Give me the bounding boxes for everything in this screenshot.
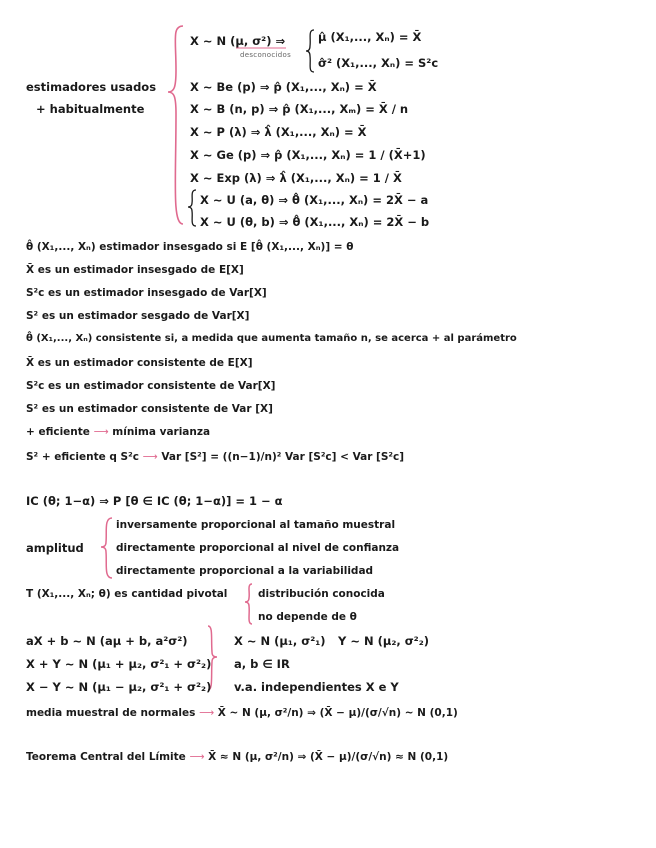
- pivotal-definition: T (X₁,..., Xₙ; θ) es cantidad pivotal: [26, 588, 228, 600]
- consistente-definition: θ̂ (X₁,..., Xₙ) consistente si, a medida que aumenta tamaño n, se acerca + al parámetro: [26, 333, 517, 344]
- estimators-brace: [168, 26, 183, 224]
- eficiente-arrow: ⟶: [93, 426, 109, 438]
- tcl-row: [26, 750, 448, 764]
- normal-sum: X + Y ~ N (μ₁ + μ₂, σ²₁ + σ²₂): [26, 657, 212, 671]
- condition-y-normal: Y ~ N (μ₂, σ²₂): [338, 634, 430, 648]
- sample-mean-result: X̄ ~ N (μ, σ²/n) ⇒ (X̄ − μ)/(σ/√n) ~ N (0,1): [217, 707, 458, 719]
- estimators-label-line2: + habitualmente: [36, 102, 145, 116]
- sc2-consistente: S²c es un estimador consistente de Var[X]: [26, 380, 276, 392]
- bernoulli-estimator: X ~ Be (p) ⇒ p̂ (X₁,..., Xₙ) = X̄: [190, 80, 377, 94]
- normal-mu-estimator: μ̂ (X₁,..., Xₙ) = X̄: [318, 30, 422, 44]
- pivotal-condition-1: distribución conocida: [258, 588, 385, 600]
- ic-definition: IC (θ; 1−α) ⇒ P [θ ∈ IC (θ; 1−α)] = 1 − α: [26, 494, 283, 508]
- exponential-estimator: X ~ Exp (λ) ⇒ λ̂ (X₁,..., Xₙ) = 1 / X̄: [190, 171, 402, 185]
- amplitud-item-2: directamente proporcional al nivel de confianza: [116, 542, 400, 554]
- pivotal-condition-2: no depende de θ: [258, 611, 357, 623]
- estimators-label-line1: estimadores usados: [26, 80, 157, 94]
- normal-diff: X − Y ~ N (μ₁ − μ₂, σ²₁ + σ²₂): [26, 680, 212, 694]
- s2-eficiente-arrow: ⟶: [142, 451, 158, 463]
- pivotal-brace: [245, 584, 252, 624]
- sc2-insesgado: S²c es un estimador insesgado de Var[X]: [26, 287, 267, 299]
- s2-sesgado: S² es un estimador sesgado de Var[X]: [26, 310, 250, 322]
- s2-eficiente-rhs: Var [S²] = ((n−1)/n)² Var [S²c] < Var [S²c]: [161, 451, 405, 463]
- sample-mean-row: [26, 706, 458, 720]
- normal-lhs: X ~ N (μ, σ²) ⇒: [190, 34, 286, 48]
- geometric-estimator: X ~ Ge (p) ⇒ p̂ (X₁,..., Xₙ) = 1 / (X̄+1): [190, 148, 426, 162]
- uniform-brace: [188, 190, 196, 226]
- amplitud-label: amplitud: [26, 541, 84, 555]
- condition-independent: v.a. independientes X e Y: [234, 680, 399, 694]
- normal-sigma-estimator: σ̂² (X₁,..., Xₙ) = S²c: [318, 56, 439, 70]
- uniform-b-estimator: X ~ U (θ, b) ⇒ θ̂ (X₁,..., Xₙ) = 2X̄ − b: [200, 215, 430, 229]
- eficiente-lhs: + eficiente: [26, 426, 90, 438]
- sample-mean-arrow: ⟶: [199, 707, 215, 719]
- insesgado-definition: θ̂ (X₁,..., Xₙ) estimador insesgado si E [θ̂ (X₁,..., Xₙ)] = θ: [26, 241, 354, 253]
- tcl-result: X̄ ≈ N (μ, σ²/n) ⇒ (X̄ − μ)/(σ/√n) ≈ N (0,1): [208, 751, 449, 763]
- binomial-estimator: X ~ B (n, p) ⇒ p̂ (X₁,..., Xₘ) = X̄ / n: [190, 102, 409, 116]
- amplitud-item-1: inversamente proporcional al tamaño muestral: [116, 519, 396, 531]
- eficiente-row: [26, 425, 210, 439]
- s2-eficiente-row: [26, 450, 404, 464]
- uniform-a-estimator: X ~ U (a, θ) ⇒ θ̂ (X₁,..., Xₙ) = 2X̄ − a: [200, 193, 429, 207]
- sample-mean-label: media muestral de normales: [26, 707, 196, 719]
- s2-consistente: S² es un estimador consistente de Var [X]: [26, 403, 273, 415]
- mean-consistente: X̄ es un estimador consistente de E[X]: [26, 357, 253, 369]
- s2-eficiente-lhs: S² + eficiente q S²c: [26, 451, 139, 463]
- condition-x-normal: X ~ N (μ₁, σ²₁): [234, 634, 326, 648]
- mean-insesgado: X̄ es un estimador insesgado de E[X]: [26, 264, 244, 276]
- amplitud-item-3: directamente proporcional a la variabilidad: [116, 565, 374, 577]
- tcl-arrow: ⟶: [189, 751, 205, 763]
- poisson-estimator: X ~ P (λ) ⇒ λ̂ (X₁,..., Xₙ) = X̄: [190, 125, 367, 139]
- normal-brace: [306, 30, 314, 72]
- condition-ab-real: a, b ∈ IR: [234, 657, 290, 671]
- normal-linear: aX + b ~ N (aμ + b, a²σ²): [26, 634, 188, 648]
- tcl-label: Teorema Central del Límite: [26, 751, 186, 763]
- desconocidos-note: desconocidos: [240, 51, 292, 59]
- eficiente-rhs: mínima varianza: [112, 426, 211, 438]
- amplitud-brace: [101, 518, 112, 578]
